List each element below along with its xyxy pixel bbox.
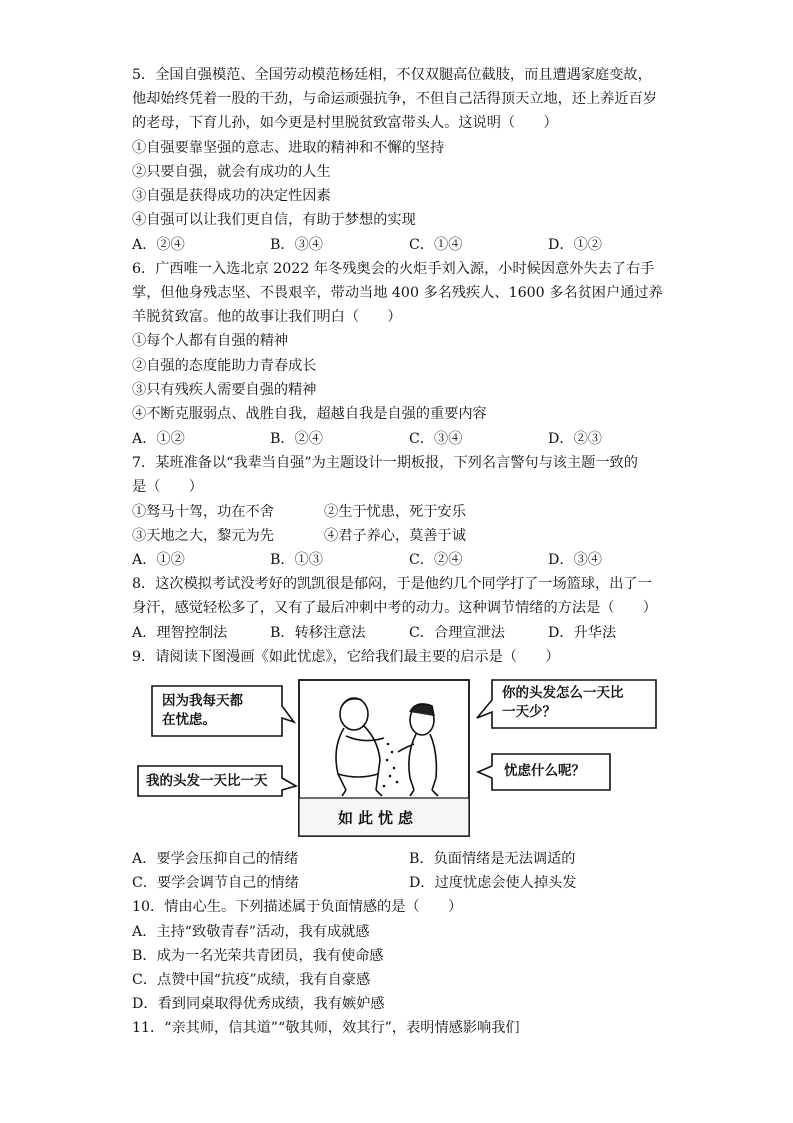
q5-item-3: ③自强是获得成功的决定性因素 — [132, 188, 331, 204]
q9-stem-line-1: 9．请阅读下图漫画《如此忧虑》，它给我们最主要的启示是（ ） — [132, 649, 560, 665]
bubble-top-left-line-2: 在忧虑。 — [162, 712, 216, 728]
q9-option-a[interactable]: A．要学会压抑自己的情绪 — [132, 851, 299, 867]
q6-option-d[interactable]: D．②③ — [548, 431, 602, 447]
bubble-top-right-line-2: 一天少？ — [502, 704, 556, 720]
q8-option-d[interactable]: D．升华法 — [548, 625, 617, 641]
q8-stem-line-1: 8．这次模拟考试没考好的凯凯很是郁闷，于是他约几个同学打了一场篮球，出了一 — [132, 576, 652, 592]
q7-option-c[interactable]: C．②④ — [409, 552, 463, 568]
q10-option-b[interactable]: B．成为一名光荣共青团员，我有使命感 — [132, 948, 384, 964]
q7-item-2: ②生于忧患，死于安乐 — [324, 504, 466, 520]
q8-option-c[interactable]: C．合理宣泄法 — [409, 625, 505, 641]
q5-option-a[interactable]: A．②④ — [132, 237, 185, 253]
q10-stem-line-1: 10．情由心生。下列描述属于负面情感的是（ ） — [132, 899, 463, 915]
bubble-top-right-line-1: 你的头发怎么一天比 — [502, 685, 624, 701]
bubble-bottom-right-text: 忧虑什么呢？ — [504, 763, 585, 779]
bubble-bottom-left-text: 我的头发一天比一天 — [146, 773, 268, 789]
q6-option-b[interactable]: B．②④ — [270, 431, 323, 447]
q5-stem-line-2: 他却始终凭着一股的干劲，与命运顽强抗争，不但自己活得顶天立地，还上养近百岁 — [132, 91, 657, 107]
q7-item-1: ①驽马十驾，功在不舍 — [132, 504, 274, 520]
q7-item-3: ③天地之大，黎元为先 — [132, 528, 274, 544]
q6-option-a[interactable]: A．①② — [132, 431, 185, 447]
q5-item-1: ①自强要靠坚强的意志、进取的精神和不懈的坚持 — [132, 140, 445, 156]
cartoon-panel-title: 如此忧虑 — [338, 809, 419, 827]
q6-option-c[interactable]: C．③④ — [409, 431, 463, 447]
q9-option-c[interactable]: C．要学会调节自己的情绪 — [132, 875, 299, 891]
q8-option-a[interactable]: A．理智控制法 — [132, 625, 228, 641]
q6-stem-line-2: 掌，但他身残志坚、不畏艰辛，带动当地 400 多名残疾人、1600 多名贫困户通过养 — [132, 285, 663, 301]
q7-option-b[interactable]: B．①③ — [270, 552, 323, 568]
q6-item-2: ②自强的态度能助力青春成长 — [132, 358, 317, 374]
q9-option-b[interactable]: B．负面情绪是无法调适的 — [409, 851, 576, 867]
q6-stem-line-1: 6．广西唯一入选北京 2022 年冬残奥会的火炬手刘入源，小时候因意外失去了右手 — [132, 261, 655, 277]
q10-option-a[interactable]: A．主持“致敬青春”活动，我有成就感 — [132, 924, 370, 940]
q7-stem-line-1: 7．某班准备以“我辈当自强”为主题设计一期板报，下列名言警句与该主题一致的 — [132, 455, 638, 471]
q10-option-d[interactable]: D．看到同桌取得优秀成绩，我有嫉妒感 — [132, 996, 385, 1012]
q7-item-4: ④君子养心，莫善于诚 — [324, 528, 466, 544]
bubble-top-left-line-1: 因为我每天都 — [162, 693, 243, 709]
q5-option-c[interactable]: C．①④ — [409, 237, 463, 253]
q7-stem-line-2: 是（ ） — [132, 479, 203, 495]
q10-option-c[interactable]: C．点赞中国“抗疫”成绩，我有自豪感 — [132, 972, 371, 988]
q6-item-1: ①每个人都有自强的精神 — [132, 333, 289, 349]
q6-item-3: ③只有残疾人需要自强的精神 — [132, 382, 317, 398]
q5-option-b[interactable]: B．③④ — [270, 237, 323, 253]
q6-stem-line-3: 羊脱贫致富。他的故事让我们明白（ ） — [132, 309, 402, 325]
cartoon-image — [132, 678, 662, 840]
q5-option-d[interactable]: D．①② — [548, 237, 602, 253]
q7-option-d[interactable]: D．③④ — [548, 552, 602, 568]
q7-option-a[interactable]: A．①② — [132, 552, 185, 568]
q11-stem-line-1: 11．“亲其师，信其道”“敬其师，效其行”，表明情感影响我们 — [132, 1020, 520, 1036]
q6-item-4: ④不断克服弱点、战胜自我，超越自我是自强的重要内容 — [132, 406, 487, 422]
q9-option-d[interactable]: D．过度忧虑会使人掉头发 — [409, 875, 577, 891]
q5-item-2: ②只要自强，就会有成功的人生 — [132, 164, 331, 180]
q5-item-4: ④自强可以让我们更自信，有助于梦想的实现 — [132, 212, 416, 228]
q5-stem-line-1: 5．全国自强模范、全国劳动模范杨廷相，不仅双腿高位截肢，而且遭遇家庭变故， — [132, 67, 652, 83]
q8-stem-line-2: 身汗，感觉轻松多了，又有了最后冲刺中考的动力。这种调节情绪的方法是（ ） — [132, 600, 657, 616]
q5-stem-line-3: 的老母，下育儿孙，如今更是村里脱贫致富带头人。这说明（ ） — [132, 115, 558, 131]
q8-option-b[interactable]: B．转移注意法 — [270, 625, 366, 641]
